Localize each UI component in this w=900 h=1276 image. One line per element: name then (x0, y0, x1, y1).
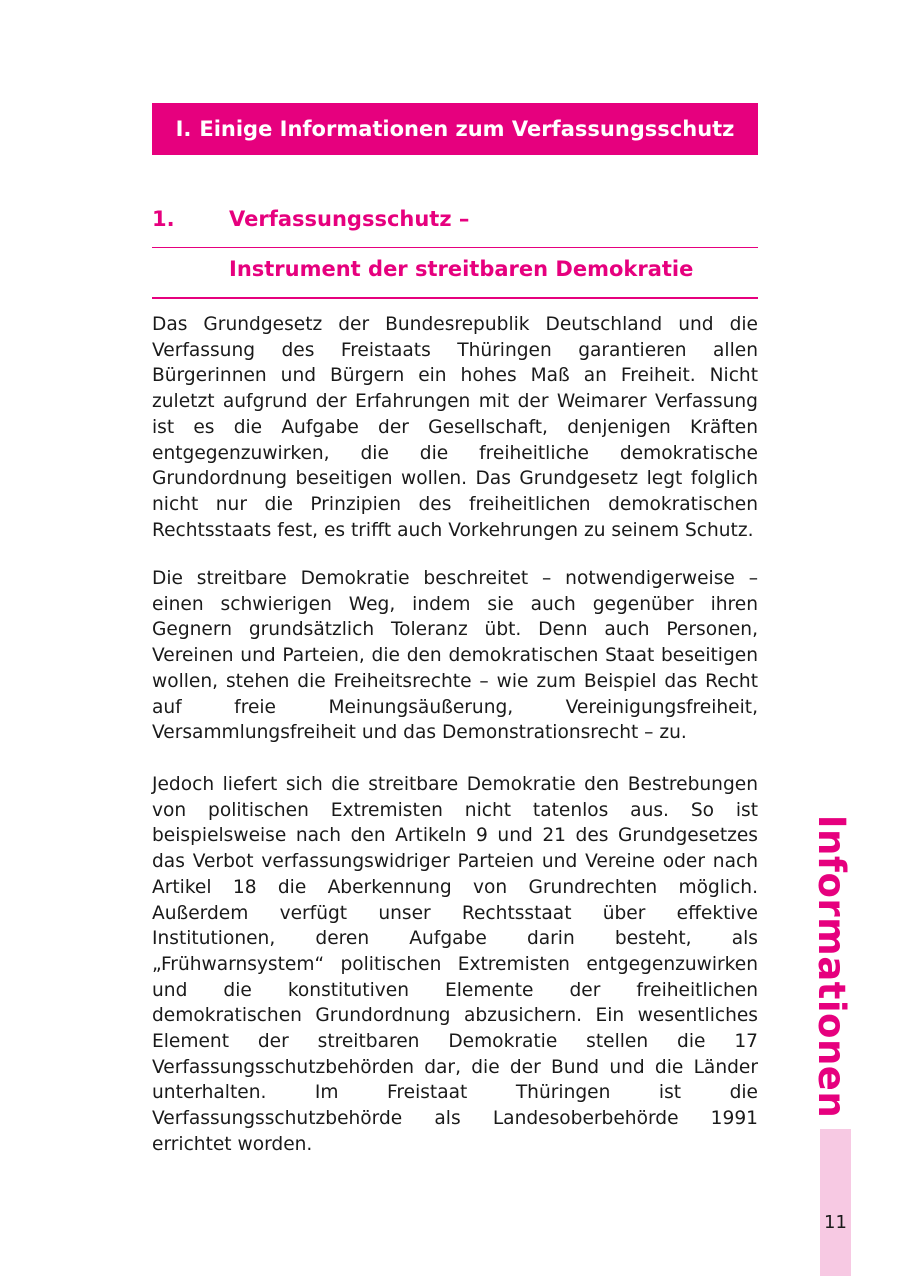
section-title-line2: Instrument der streitbaren Demokratie (229, 257, 694, 281)
section-number: 1. (152, 207, 175, 231)
section-heading (152, 207, 758, 247)
section-divider-thin (152, 247, 758, 248)
page-tab-marker (820, 1129, 851, 1276)
chapter-heading-banner (152, 103, 758, 155)
chapter-title: Einige Informationen zum Verfassungsschutz (199, 117, 735, 141)
side-label-text: Informationen (810, 814, 854, 1118)
section-title-line1: Verfassungsschutz – (229, 207, 470, 231)
section-divider-thick (152, 297, 758, 299)
page-number: 11 (824, 1212, 847, 1233)
chapter-number: I. (175, 117, 192, 141)
body-paragraph-3: Jedoch liefert sich die streitbare Demokratie den Bestrebungen von politischen Extremisten nicht tatenlos aus. So ist beispielsweise nach den Artikeln 9 und 21 des Grundgesetzes das Verbot verfassungswidriger Parteien und Vereine oder nach Artikel 18 die Aberkennung von Grundrechten möglich. Außerdem verfügt unser Rechtsstaat über effektive Institutionen, deren Aufgabe darin besteht, als „Frühwarnsystem“ politischen Extremisten entgegenzuwirken und die konstitutiven Elemente der freiheitlichen demokratischen Grundordnung abzusichern. Ein wesentliches Element der streitbaren Demokratie stellen die 17 Verfassungsschutzbehörden dar, die der Bund und die Länder unterhalten. Im Freistaat Thüringen ist die Verfassungsschutzbehörde als Landesoberbehörde 1991 errichtet worden. (152, 774, 758, 1155)
body-paragraph-1: Das Grundgesetz der Bundesrepublik Deutschland und die Verfassung des Freistaats Thüringen garantieren allen Bürgerinnen und Bürgern ein hohes Maß an Freiheit. Nicht zuletzt aufgrund der Erfahrungen mit der Weimarer Verfassung ist es die Aufgabe der Gesellschaft, denjenigen Kräften entgegenzuwirken, die die freiheitliche demokratische Grundordnung beseitigen wollen. Das Grundgesetz legt folglich nicht nur die Prinzipien des freiheitlichen demokratischen Rechtsstaats fest, es trifft auch Vorkehrungen zu seinem Schutz. (152, 314, 758, 541)
side-section-label (808, 814, 856, 1118)
body-paragraph-2: Die streitbare Demokratie beschreitet – notwendigerweise – einen schwierigen Weg, indem sie auch gegenüber ihren Gegnern grundsätzlich Toleranz übt. Denn auch Personen, Vereinen und Parteien, die den demokratischen Staat beseitigen wollen, stehen die Freiheitsrechte – wie zum Beispiel das Recht auf freie Meinungsäußerung, Vereinigungsfreiheit, Versammlungsfreiheit und das Demonstrationsrecht – zu. (152, 568, 758, 744)
